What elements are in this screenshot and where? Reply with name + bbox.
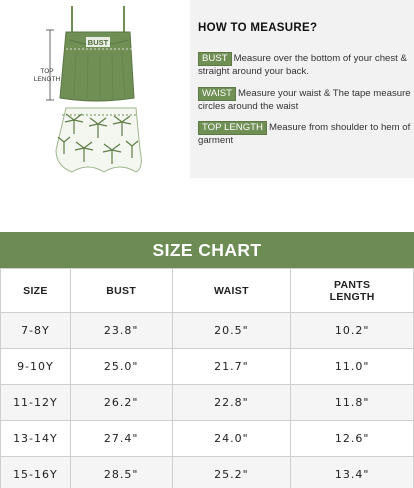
top-length-label-2: LENGTH [33, 76, 61, 83]
table-header-row [1, 269, 414, 313]
cell-bust: 27.4" [70, 421, 172, 457]
waist-tag: WAIST [198, 87, 236, 101]
cell-waist: 20.5" [172, 313, 291, 349]
table-row [1, 457, 414, 488]
cell-bust: 23.8" [70, 313, 172, 349]
table-row [1, 385, 414, 421]
cell-pants-length: 10.2" [291, 313, 414, 349]
cell-waist: 24.0" [172, 421, 291, 457]
cell-waist: 25.2" [172, 457, 291, 488]
header-size: SIZE [1, 269, 71, 313]
measure-section [0, 0, 414, 232]
table-row [1, 313, 414, 349]
header-pants-length: PANTS LENGTH [291, 269, 414, 313]
cell-bust: 25.0" [70, 349, 172, 385]
measure-item-top-length [198, 121, 412, 148]
swimsuit-illustration [0, 0, 190, 232]
cell-bust: 28.5" [70, 457, 172, 488]
how-to-measure-title: HOW TO MEASURE? [198, 22, 318, 34]
header-bust: BUST [70, 269, 172, 313]
waist-instruction: Measure your waist & The tape measure circles around the waist [198, 88, 411, 112]
size-chart-title: SIZE CHART [152, 240, 262, 260]
table-row [1, 349, 414, 385]
top-length-label-1: TOP [40, 68, 54, 75]
bust-badge-label: BUST [87, 38, 109, 47]
cell-size: 13-14Y [1, 421, 71, 457]
bust-tag: BUST [198, 52, 232, 66]
top-length-tag: TOP LENGTH [198, 121, 267, 135]
cell-pants-length: 13.4" [291, 457, 414, 488]
how-to-measure-panel [190, 0, 414, 178]
cell-size: 7-8Y [1, 313, 71, 349]
cell-waist: 22.8" [172, 385, 291, 421]
cell-size: 15-16Y [1, 457, 71, 488]
cell-pants-length: 11.8" [291, 385, 414, 421]
cell-pants-length: 11.0" [291, 349, 414, 385]
header-waist: WAIST [172, 269, 291, 313]
top-length-instruction: Measure from shoulder to hem of garment [198, 122, 411, 146]
size-chart-table [0, 268, 414, 488]
measure-item-bust [198, 52, 412, 79]
cell-size: 11-12Y [1, 385, 71, 421]
cell-size: 9-10Y [1, 349, 71, 385]
table-row [1, 421, 414, 457]
measure-item-waist [198, 87, 412, 114]
cell-bust: 26.2" [70, 385, 172, 421]
cell-pants-length: 12.6" [291, 421, 414, 457]
cell-waist: 21.7" [172, 349, 291, 385]
bust-instruction: Measure over the bottom of your chest & straight around your back. [198, 53, 407, 77]
size-chart-header [0, 232, 414, 268]
product-illustration [0, 0, 190, 232]
